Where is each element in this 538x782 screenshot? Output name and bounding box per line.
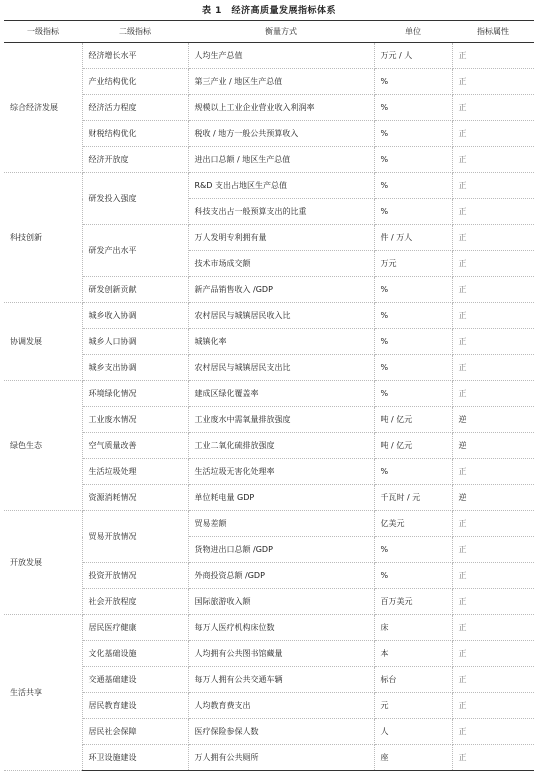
unit-cell: 万元 / 人 [374,43,452,69]
measure-cell: 人均拥有公共图书馆藏量 [188,641,374,667]
table-row [4,121,534,147]
unit-cell: 亿美元 [374,511,452,537]
header-unit: 单位 [374,21,452,43]
measure-cell: 外商投资总额 /GDP [188,563,374,589]
level1-indicator: 生活共享 [4,615,82,771]
table-row [4,225,534,251]
table-row [4,615,534,641]
table-row [4,329,534,355]
unit-cell: % [374,459,452,485]
table-row [4,511,534,537]
level2-indicator: 研发投入强度 [82,173,188,225]
attribute-cell: 正 [452,329,534,355]
level2-indicator: 研发创新贡献 [82,277,188,303]
table-row [4,147,534,173]
unit-cell: 本 [374,641,452,667]
unit-cell: % [374,277,452,303]
table-row [4,173,534,199]
attribute-cell: 逆 [452,485,534,511]
attribute-cell: 逆 [452,407,534,433]
level2-indicator: 工业废水情况 [82,407,188,433]
table-row [4,641,534,667]
attribute-cell: 正 [452,667,534,693]
unit-cell: 座 [374,745,452,771]
attribute-cell: 正 [452,381,534,407]
table-row [4,381,534,407]
attribute-cell: 正 [452,303,534,329]
table-row [4,563,534,589]
table-body [4,43,534,771]
attribute-cell: 正 [452,719,534,745]
header-attribute: 指标属性 [452,21,534,43]
unit-cell: % [374,563,452,589]
header-level2: 二级指标 [82,21,188,43]
measure-cell: 建成区绿化覆盖率 [188,381,374,407]
measure-cell: 国际旅游收入额 [188,589,374,615]
table-row [4,303,534,329]
unit-cell: 人 [374,719,452,745]
level2-indicator: 环卫设施建设 [82,745,188,771]
indicator-table [4,20,534,771]
level2-indicator: 居民社会保障 [82,719,188,745]
table-row [4,355,534,381]
level2-indicator: 财税结构优化 [82,121,188,147]
table-row [4,277,534,303]
measure-cell: 万人发明专利拥有量 [188,225,374,251]
level2-indicator: 环境绿化情况 [82,381,188,407]
unit-cell: % [374,121,452,147]
unit-cell: % [374,329,452,355]
measure-cell: 贸易差额 [188,511,374,537]
measure-cell: 农村居民与城镇居民收入比 [188,303,374,329]
level2-indicator: 资源消耗情况 [82,485,188,511]
level2-indicator: 空气质量改善 [82,433,188,459]
header-measure: 衡量方式 [188,21,374,43]
level2-indicator: 生活垃圾处理 [82,459,188,485]
attribute-cell: 正 [452,459,534,485]
table-row [4,667,534,693]
measure-cell: 医疗保险参保人数 [188,719,374,745]
unit-cell: 床 [374,615,452,641]
attribute-cell: 正 [452,43,534,69]
table-header-row [4,21,534,43]
unit-cell: % [374,69,452,95]
measure-cell: 人均教育费支出 [188,693,374,719]
level1-indicator: 综合经济发展 [4,43,82,173]
level2-indicator: 经济开放度 [82,147,188,173]
measure-cell: 工业废水中需氧量排放强度 [188,407,374,433]
measure-cell: 进出口总额 / 地区生产总值 [188,147,374,173]
level2-indicator: 城乡人口协调 [82,329,188,355]
unit-cell: 元 [374,693,452,719]
unit-cell: 吨 / 亿元 [374,407,452,433]
unit-cell: % [374,303,452,329]
level2-indicator: 交通基础建设 [82,667,188,693]
unit-cell: % [374,199,452,225]
table-row [4,433,534,459]
level2-indicator: 城乡收入协调 [82,303,188,329]
attribute-cell: 正 [452,199,534,225]
measure-cell: 每万人拥有公共交通车辆 [188,667,374,693]
attribute-cell: 正 [452,589,534,615]
table-row [4,43,534,69]
unit-cell: % [374,355,452,381]
level2-indicator: 居民医疗健康 [82,615,188,641]
header-level1: 一级指标 [4,21,82,43]
unit-cell: % [374,147,452,173]
attribute-cell: 正 [452,355,534,381]
attribute-cell: 正 [452,745,534,771]
unit-cell: 吨 / 亿元 [374,433,452,459]
measure-cell: 技术市场成交额 [188,251,374,277]
measure-cell: 单位耗电量 GDP [188,485,374,511]
unit-cell: 千瓦时 / 元 [374,485,452,511]
level2-indicator: 社会开放程度 [82,589,188,615]
unit-cell: 百万美元 [374,589,452,615]
level2-indicator: 研发产出水平 [82,225,188,277]
table-row [4,485,534,511]
level2-indicator: 经济活力程度 [82,95,188,121]
measure-cell: 货物进出口总额 /GDP [188,537,374,563]
measure-cell: 税收 / 地方一般公共预算收入 [188,121,374,147]
level2-indicator: 居民教育建设 [82,693,188,719]
attribute-cell: 逆 [452,433,534,459]
attribute-cell: 正 [452,511,534,537]
level2-indicator: 经济增长水平 [82,43,188,69]
table-row [4,719,534,745]
attribute-cell: 正 [452,641,534,667]
table-caption: 表 1 经济高质量发展指标体系 [202,6,336,16]
attribute-cell: 正 [452,225,534,251]
table-row [4,459,534,485]
level1-indicator: 科技创新 [4,173,82,303]
unit-cell: % [374,381,452,407]
unit-cell: % [374,95,452,121]
measure-cell: 第三产业 / 地区生产总值 [188,69,374,95]
table-row [4,95,534,121]
table-row [4,693,534,719]
attribute-cell: 正 [452,147,534,173]
table-row [4,745,534,771]
attribute-cell: 正 [452,251,534,277]
level2-indicator: 城乡支出协调 [82,355,188,381]
attribute-cell: 正 [452,615,534,641]
attribute-cell: 正 [452,563,534,589]
unit-cell: 万元 [374,251,452,277]
measure-cell: 科技支出占一般预算支出的比重 [188,199,374,225]
attribute-cell: 正 [452,95,534,121]
measure-cell: 万人拥有公共厕所 [188,745,374,771]
level1-indicator: 开放发展 [4,511,82,615]
attribute-cell: 正 [452,693,534,719]
unit-cell: 件 / 万人 [374,225,452,251]
attribute-cell: 正 [452,277,534,303]
table-row [4,69,534,95]
level1-indicator: 协调发展 [4,303,82,381]
attribute-cell: 正 [452,121,534,147]
level2-indicator: 投资开放情况 [82,563,188,589]
unit-cell: % [374,173,452,199]
attribute-cell: 正 [452,537,534,563]
unit-cell: 标台 [374,667,452,693]
measure-cell: 规模以上工业企业营业收入利润率 [188,95,374,121]
level2-indicator: 贸易开放情况 [82,511,188,563]
table-row [4,589,534,615]
measure-cell: 农村居民与城镇居民支出比 [188,355,374,381]
measure-cell: 人均生产总值 [188,43,374,69]
measure-cell: 生活垃圾无害化处理率 [188,459,374,485]
attribute-cell: 正 [452,69,534,95]
table-row [4,407,534,433]
level2-indicator: 文化基础设施 [82,641,188,667]
measure-cell: R&D 支出占地区生产总值 [188,173,374,199]
level2-indicator: 产业结构优化 [82,69,188,95]
measure-cell: 城镇化率 [188,329,374,355]
measure-cell: 每万人医疗机构床位数 [188,615,374,641]
level1-indicator: 绿色生态 [4,381,82,511]
unit-cell: % [374,537,452,563]
attribute-cell: 正 [452,173,534,199]
measure-cell: 新产品销售收入 /GDP [188,277,374,303]
measure-cell: 工业二氧化硫排放强度 [188,433,374,459]
